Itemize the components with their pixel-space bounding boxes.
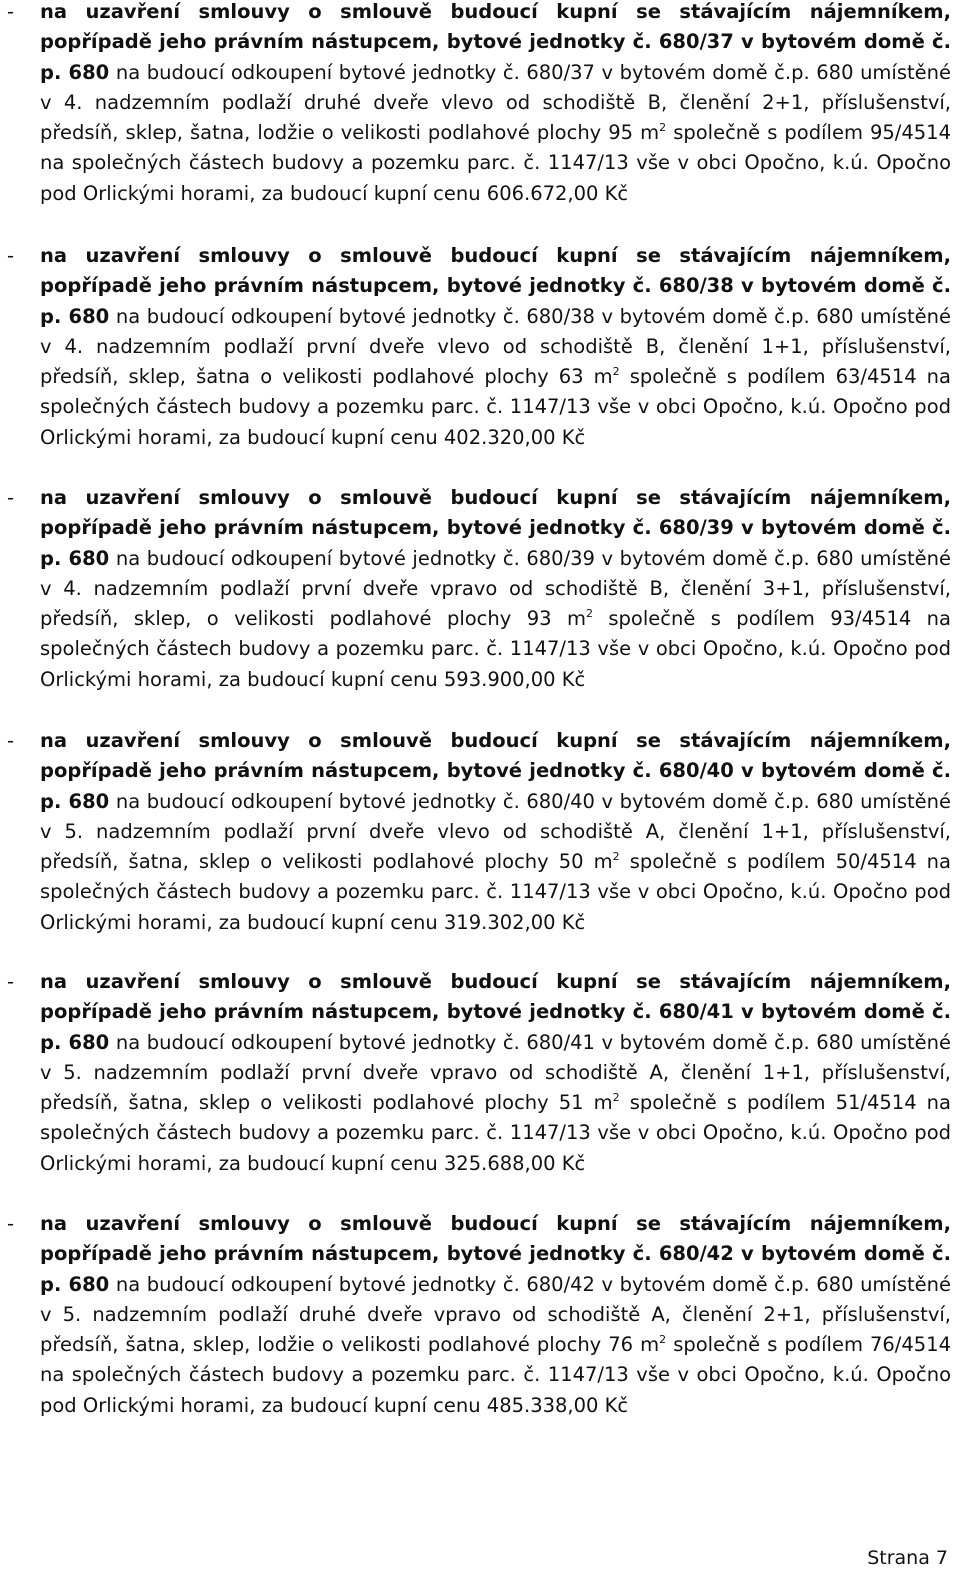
item-text: na budoucí odkoupení bytové jednotky č. 680/38 v bytovém domě č.p. 680 umístěné v 4. nadzemním podlaží první dveře vlevo od schodiště B, členění 1+1, příslušenství, předsíň, sklep, šatna o velikosti podlahové plochy 63 m xyxy=(40,304,951,389)
list-dash: - xyxy=(7,0,15,23)
item-text: na budoucí odkoupení bytové jednotky č. 680/37 v bytovém domě č.p. 680 umístěné v 4. nadzemním podlaží druhé dveře vlevo od schodiště B, členění 2+1, příslušenství, předsíň, sklep, šatna, lodžie o velikosti podlahové plochy 95 m xyxy=(40,60,951,145)
list-dash: - xyxy=(7,729,15,752)
item-text-continued: společně s podílem 95/4514 na společných částech budovy a pozemku parc. č. 1147/13 vše v obci Opočno, k.ú. Opočno pod Orlickými horami, za budoucí kupní cenu 606.672,00 Kč xyxy=(40,121,951,205)
item-heading: na uzavření smlouvy o smlouvě budoucí kupní se stávajícím nájemníkem, popřípadě jeho právním nástupcem, bytové jednotky č. 680/38 v bytovém domě č. p. 680 xyxy=(40,244,951,328)
item-text: na budoucí odkoupení bytové jednotky č. 680/40 v bytovém domě č.p. 680 umístěné v 5. nadzemním podlaží první dveře vlevo od schodiště A, členění 1+1, příslušenství, předsíň, šatna, sklep o velikosti podlahové plochy 50 m xyxy=(40,789,951,874)
list-dash: - xyxy=(7,970,15,993)
item-text-continued: společně s podílem 50/4514 na společných částech budovy a pozemku parc. č. 1147/13 vše v obci Opočno, k.ú. Opočno pod Orlickými horami, za budoucí kupní cenu 319.302,00 Kč xyxy=(40,850,951,934)
list-item xyxy=(7,1209,951,1421)
item-text: na budoucí odkoupení bytové jednotky č. 680/41 v bytovém domě č.p. 680 umístěné v 5. nadzemním podlaží první dveře vpravo od schodiště A, členění 1+1, příslušenství, předsíň, šatna, sklep o velikosti podlahové plochy 51 m xyxy=(40,1030,951,1115)
item-text-continued: společně s podílem 76/4514 na společných částech budovy a pozemku parc. č. 1147/13 vše v obci Opočno, k.ú. Opočno pod Orlickými horami, za budoucí kupní cenu 485.338,00 Kč xyxy=(40,1333,951,1417)
item-heading: na uzavření smlouvy o smlouvě budoucí kupní se stávajícím nájemníkem, popřípadě jeho právním nástupcem, bytové jednotky č. 680/37 v bytovém domě č. p. 680 xyxy=(40,0,951,84)
superscript: 2 xyxy=(659,121,667,135)
list-item xyxy=(7,483,951,695)
list-dash: - xyxy=(7,486,15,509)
item-text: na budoucí odkoupení bytové jednotky č. 680/39 v bytovém domě č.p. 680 umístěné v 4. nadzemním podlaží první dveře vpravo od schodiště B, členění 3+1, příslušenství, předsíň, sklep, o velikosti podlahové plochy 93 m xyxy=(40,546,951,631)
item-text: na budoucí odkoupení bytové jednotky č. 680/42 v bytovém domě č.p. 680 umístěné v 5. nadzemním podlaží druhé dveře vpravo od schodiště A, členění 2+1, příslušenství, předsíň, šatna, sklep, lodžie o velikosti podlahové plochy 76 m xyxy=(40,1272,951,1357)
page-number: Strana 7 xyxy=(867,1547,948,1569)
item-heading: na uzavření smlouvy o smlouvě budoucí kupní se stávajícím nájemníkem, popřípadě jeho právním nástupcem, bytové jednotky č. 680/42 v bytovém domě č. p. 680 xyxy=(40,1212,951,1296)
list-item xyxy=(7,967,951,1179)
list-item xyxy=(7,241,951,453)
superscript: 2 xyxy=(585,607,593,621)
item-text-continued: společně s podílem 51/4514 na společných částech budovy a pozemku parc. č. 1147/13 vše v obci Opočno, k.ú. Opočno pod Orlickými horami, za budoucí kupní cenu 325.688,00 Kč xyxy=(40,1091,951,1175)
superscript: 2 xyxy=(612,850,620,864)
item-heading: na uzavření smlouvy o smlouvě budoucí kupní se stávajícím nájemníkem, popřípadě jeho právním nástupcem, bytové jednotky č. 680/39 v bytovém domě č. p. 680 xyxy=(40,486,951,570)
item-text-continued: společně s podílem 93/4514 na společných částech budovy a pozemku parc. č. 1147/13 vše v obci Opočno, k.ú. Opočno pod Orlickými horami, za budoucí kupní cenu 593.900,00 Kč xyxy=(40,607,951,691)
item-heading: na uzavření smlouvy o smlouvě budoucí kupní se stávajícím nájemníkem, popřípadě jeho právním nástupcem, bytové jednotky č. 680/40 v bytovém domě č. p. 680 xyxy=(40,729,951,813)
list-item xyxy=(7,0,951,209)
list-item xyxy=(7,726,951,938)
superscript: 2 xyxy=(612,365,620,379)
item-text-continued: společně s podílem 63/4514 na společných částech budovy a pozemku parc. č. 1147/13 vše v obci Opočno, k.ú. Opočno pod Orlickými horami, za budoucí kupní cenu 402.320,00 Kč xyxy=(40,365,951,449)
superscript: 2 xyxy=(659,1333,667,1347)
list-dash: - xyxy=(7,244,15,267)
list-dash: - xyxy=(7,1212,15,1235)
superscript: 2 xyxy=(612,1091,620,1105)
item-heading: na uzavření smlouvy o smlouvě budoucí kupní se stávajícím nájemníkem, popřípadě jeho právním nástupcem, bytové jednotky č. 680/41 v bytovém domě č. p. 680 xyxy=(40,970,951,1054)
